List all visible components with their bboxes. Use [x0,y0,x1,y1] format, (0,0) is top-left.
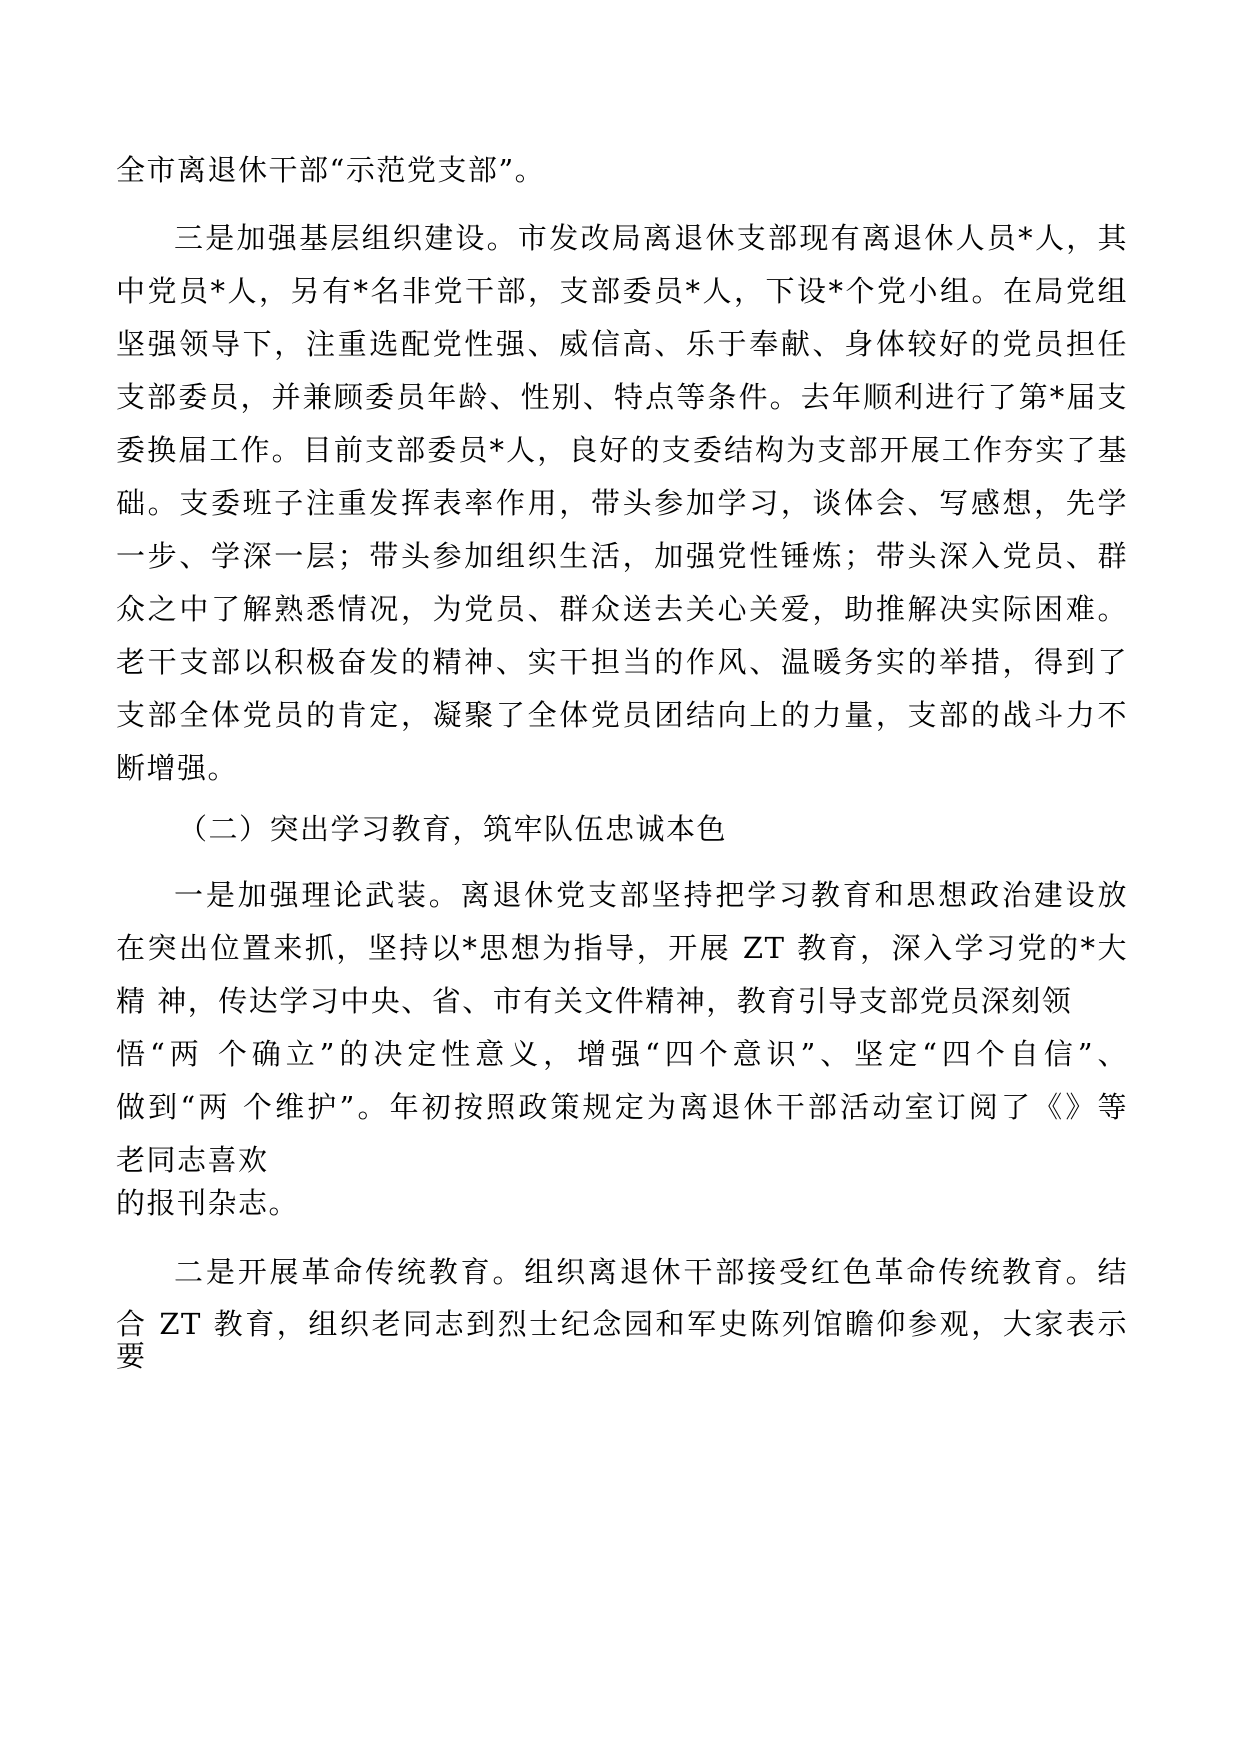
text-line: 中党员*人，另有*名非党干部，支部委员*人，下设*个党小组。在局党组 [116,274,1128,308]
text-line: 老同志喜欢 [116,1143,269,1177]
text-line: 委换届工作。目前支部委员*人，良好的支委结构为支部开展工作夯实了基 [116,433,1128,467]
section-heading: （二）突出学习教育，筑牢队伍忠诚本色 [178,812,728,846]
text-line: 合 ZT 教育，组织老同志到烈士纪念园和军史陈列馆瞻仰参观，大家表示 [116,1307,1128,1341]
text-line: 坚强领导下，注重选配党性强、威信高、乐于奉献、身体较好的党员担任 [116,327,1128,361]
text-line: 的报刊杂志。 [116,1186,300,1220]
text-line: 老干支部以积极奋发的精神、实干担当的作风、温暖务实的举措，得到了 [116,645,1128,679]
text-line: 众之中了解熟悉情况，为党员、群众送去关心关爱，助推解决实际困难。 [116,592,1128,626]
text-line: 精 神，传达学习中央、省、市有关文件精神，教育引导支部党员深刻领 [116,984,1073,1018]
text-line: 断增强。 [116,751,239,785]
text-line: 二是开展革命传统教育。组织离退休干部接受红色革命传统教育。结 [174,1255,1128,1289]
text-line: 在突出位置来抓，坚持以*思想为指导，开展 ZT 教育，深入学习党的*大 [116,931,1128,965]
text-line: 一步、学深一层；带头参加组织生活，加强党性锤炼；带头深入党员、群 [116,539,1128,573]
text-line: 悟“两 个确立”的决定性意义，增强“四个意识”、坚定“四个自信”、 [116,1037,1128,1071]
text-line: 支部全体党员的肯定，凝聚了全体党员团结向上的力量，支部的战斗力不 [116,698,1128,732]
text-line: 三是加强基层组织建设。市发改局离退休支部现有离退休人员*人，其 [174,221,1128,255]
text-line: 做到“两 个维护”。年初按照政策规定为离退休干部活动室订阅了《》等 [116,1090,1128,1124]
text-line: 一是加强理论武装。离退休党支部坚持把学习教育和思想政治建设放 [174,878,1128,912]
text-line: 础。支委班子注重发挥表率作用，带头参加学习，谈体会、写感想，先学 [116,486,1128,520]
text-line: 支部委员，并兼顾委员年龄、性别、特点等条件。去年顺利进行了第*届支 [116,380,1128,414]
text-line: 全市离退休干部“示范党支部”。 [116,153,546,187]
text-line: 要 [116,1339,147,1373]
